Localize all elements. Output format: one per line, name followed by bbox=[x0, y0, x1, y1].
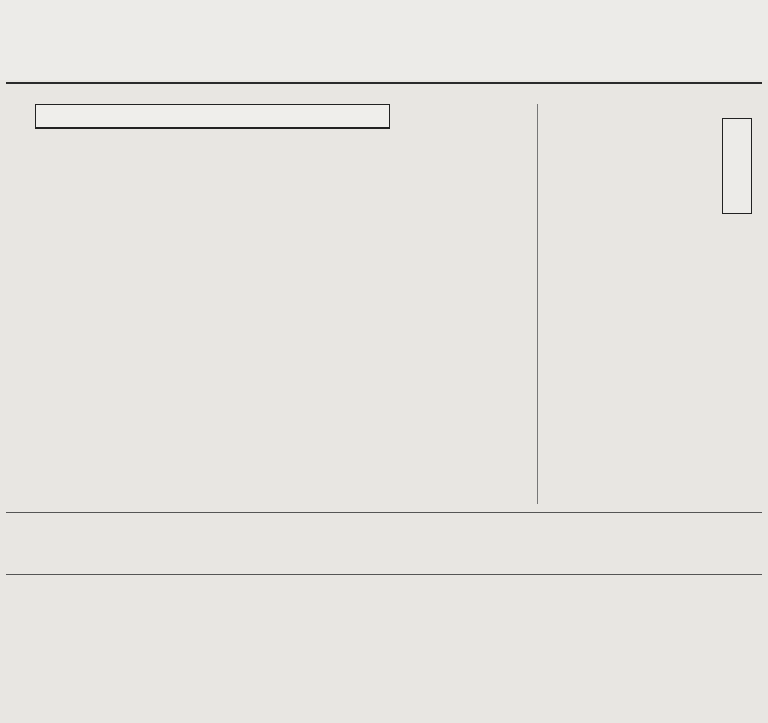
column-divider bbox=[537, 104, 538, 504]
continued-label bbox=[722, 118, 752, 214]
article-bottom-col2 bbox=[24, 578, 376, 718]
article-bottom-col1 bbox=[380, 578, 762, 718]
spacer bbox=[395, 290, 535, 300]
sub-rule bbox=[6, 574, 762, 575]
article-top-col1 bbox=[540, 118, 718, 500]
timeline-title bbox=[36, 105, 389, 128]
top-rule bbox=[6, 82, 762, 84]
mid-rule bbox=[6, 512, 762, 513]
timeline-table bbox=[35, 104, 390, 129]
article-top-col1b bbox=[395, 104, 537, 500]
headline bbox=[0, 0, 768, 80]
subheadline bbox=[40, 520, 740, 570]
